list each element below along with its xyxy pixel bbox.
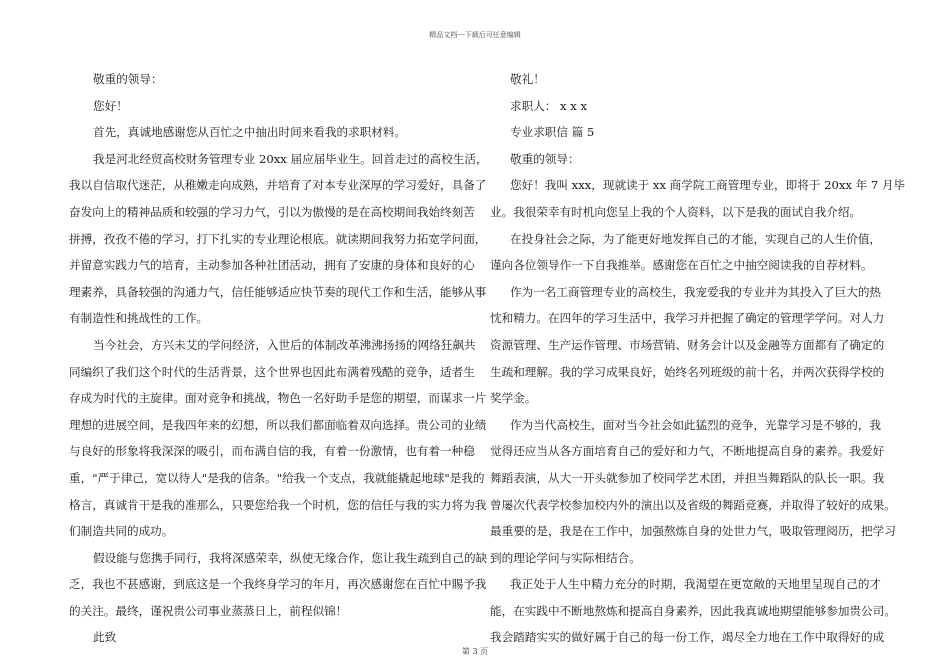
text-line: 格言，真诚肯干是我的准那么，只要您给我一个时机，您的信任与我的实力将为我 (69, 497, 487, 512)
text-line: 首先，真诚地感谢您从百忙之中抽出时间来看我的求职材料。 (93, 125, 407, 140)
page-number: 第 3 页 (461, 647, 489, 656)
text-line: 理素养，具备较强的沟通力气，信任能够适应快节奏的现代工作和生活，能够从事 (69, 284, 487, 299)
text-line: 理想的进展空间，是我四年来的幻想，所以我们都面临着双向选择。贵公司的业绩 (69, 417, 487, 432)
text-line: 与良好的形象将我深深的吸引，而布满自信的我，有着一份激情，也有着一种稳 (69, 444, 475, 459)
text-line: 重，"严于律己，宽以待人"是我的信条。"给我一个支点，我就能撬起地球"是我的 (69, 470, 485, 485)
text-line: 在投身社会之际，为了能更好地发挥自己的才能，实现自己的人生价值， (510, 231, 882, 246)
text-line: 存成为时代的主旋律。面对竞争和挑战，物色一名好助手是您的期望，而谋求一片 (69, 391, 487, 406)
text-line: 同编织了我们这个时代的生活背景，这个世界也因此布满着残酷的竞争，适者生 (69, 364, 475, 379)
text-line: 最重要的是，我是在工作中，加强熬炼自身的处世力气，吸取管理阅历，把学习 (490, 524, 896, 539)
text-line: 作为一名工商管理专业的高校生，我宠爱我的专业并为其投入了巨大的热 (510, 284, 882, 299)
text-line: 的关注。最终，谨祝贵公司事业蒸蒸日上，前程似锦！ (69, 603, 348, 618)
text-line: 并留意实践力气的培育，主动参加各种社团活动，拥有了安康的身体和良好的心 (69, 258, 475, 273)
right-column (490, 66, 906, 651)
text-line: 当今社会，方兴未艾的学问经济，入世后的体制改革沸沸扬扬的网络狂飙共 (93, 337, 476, 352)
text-line: 假设能与您携手同行，我将深感荣幸，纵使无缘合作，您让我生疏到自己的缺 (93, 550, 488, 565)
text-line: 奖学金。 (490, 391, 537, 406)
text-line: 我以自信取代迷茫，从稚嫩走向成熟，并培育了对本专业深厚的学习爱好，具备了 (69, 178, 487, 193)
text-line: 生疏和理解。我的学习成果良好，始终名列班级的前十名，并两次获得学校的 (490, 364, 885, 379)
text-line: 奋发向上的精神品质和较强的学习力气，引以为傲慢的是在高校期间我始终刻苦 (69, 204, 475, 219)
text-line: 您好！ (93, 98, 128, 113)
text-line: 舞蹈表演，从大一开头就参加了校同学艺术团，并担当舞蹈队的队长一职。我 (490, 470, 885, 485)
text-line: 我会踏踏实实的做好属于自己的每一份工作，竭尽全力地在工作中取得好的成 (490, 630, 885, 645)
text-line: 曾屡次代表学校参加校内外的演出以及省级的舞蹈竞赛，并取得了较好的成果。 (490, 497, 896, 512)
left-column (69, 66, 488, 651)
text-line: 拼搏，孜孜不倦的学习，打下扎实的专业理论根底。就读期间我努力拓宽学问面， (69, 231, 487, 246)
text-line: 求职人： x x x (510, 98, 588, 113)
text-line: 觉得还应当从各方面培育自己的爱好和力气，不断地提高自身的素养。我爱好 (490, 444, 885, 459)
text-line: 资源管理、生产运作管理、市场营销、财务会计以及金融等方面都有了确定的 (490, 337, 885, 352)
text-line: 业。我很荣幸有时机向您呈上我的个人资料，以下是我的面试自我介绍。 (490, 204, 862, 219)
text-line: 我是河北经贸高校财务管理专业 20xx 届应届毕业生。回首走过的高校生活， (93, 151, 488, 166)
text-line: 此致 (93, 630, 117, 645)
text-line: 能，在实践中不断地熬炼和提高自身素养，因此我真诚地期望能够参加贵公司。 (490, 603, 896, 618)
text-line: 敬礼！ (510, 72, 545, 86)
text-line: 我正处于人生中精力充分的时期，我渴望在更宽敞的天地里呈现自己的才 (510, 577, 882, 592)
text-line: 乏，我也不甚感谢，到底这是一个我终身学习的年月，再次感谢您在百忙中賜予我 (69, 577, 487, 592)
page-header: 精品文档---下载后可任意编辑 (429, 31, 521, 39)
text-line: 到的理论学问与实际相结合。 (490, 550, 641, 565)
text-line: 谨向各位领导作一下自我推举。感谢您在百忙之中抽空阅读我的自荐材料。 (490, 258, 873, 273)
text-line: 们制造共同的成功。 (69, 524, 174, 539)
text-line: 作为当代高校生，面对当今社会如此猛烈的竞争，光靠学习是不够的，我 (510, 417, 882, 432)
text-line: 敬重的领导： (510, 151, 580, 166)
text-line: 专业求职信 篇 5 (510, 125, 595, 140)
text-line: 忱和精力。在四年的学习生活中，我学习并把握了确定的管理学学问。对人力 (490, 311, 885, 326)
text-line: 敬重的领导： (93, 72, 163, 86)
text-line: 有制造性和挑战性的工作。 (69, 311, 209, 326)
text-line: 您好！我叫 xxx，现就读于 xx 商学院工商管理专业，即将于 20xx 年 7 月毕 (510, 178, 906, 193)
